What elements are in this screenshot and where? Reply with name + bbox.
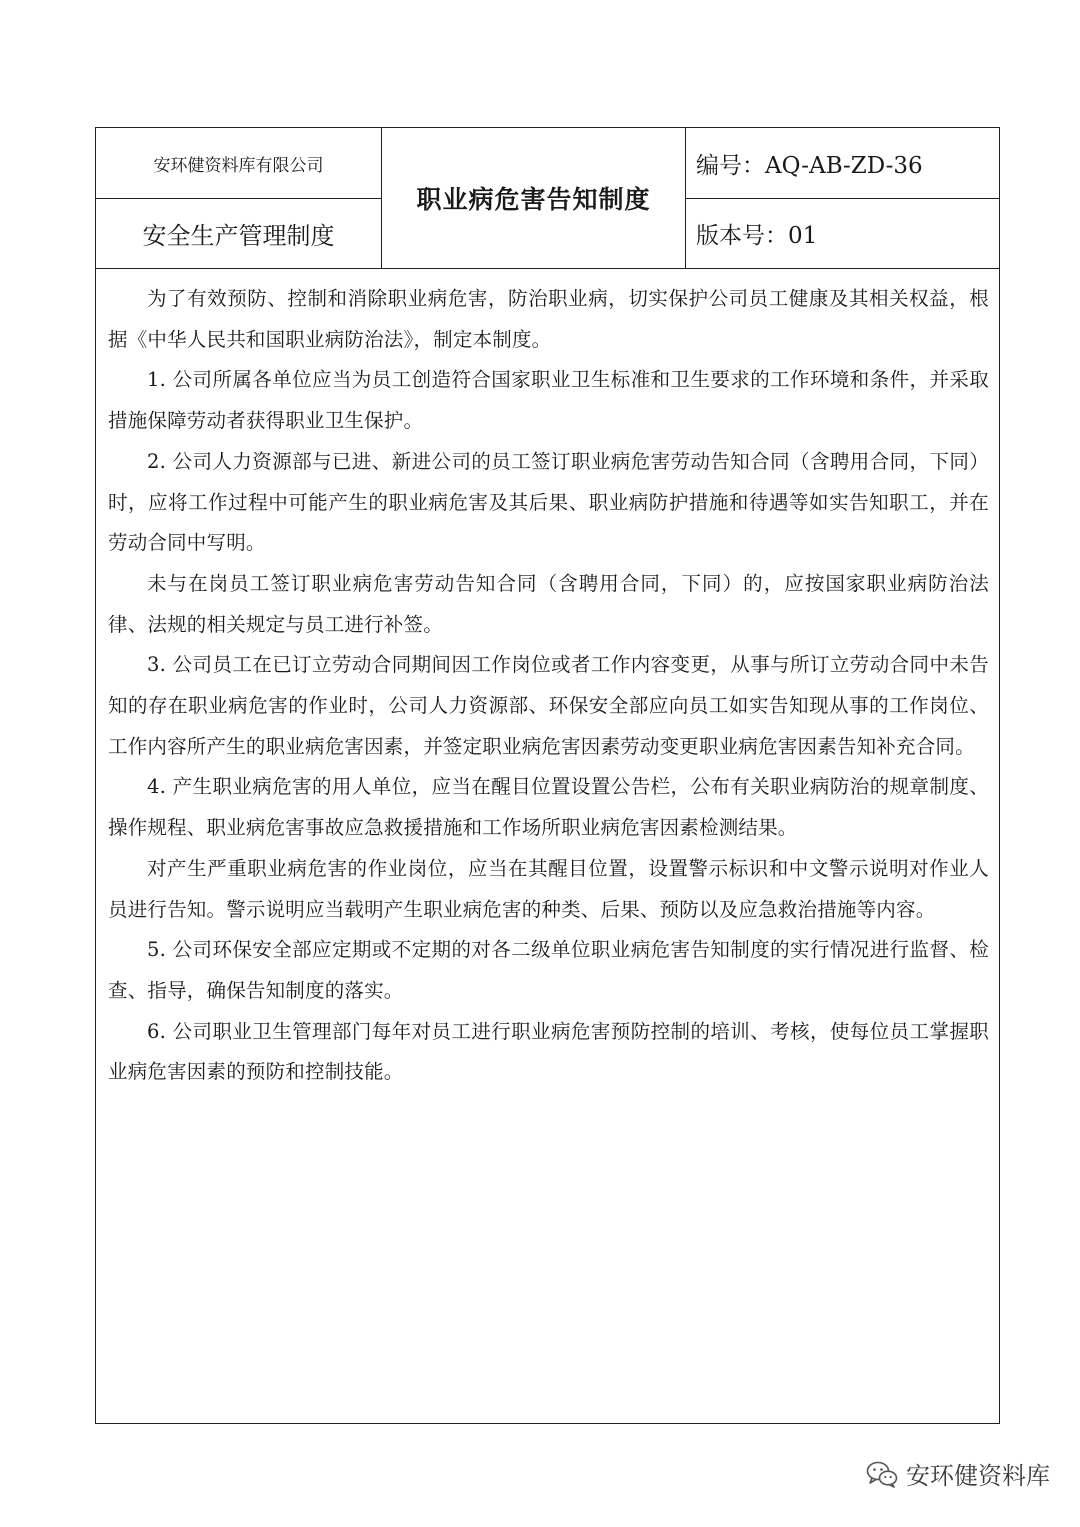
paragraph-item-2-supplement: 未与在岗员工签订职业病危害劳动告知合同（含聘用合同，下同）的，应按国家职业病防治法律、法规的相关规定与员工进行补签。 — [108, 571, 989, 636]
paragraph-item-2: 2. 公司人力资源部与已进、新进公司的员工签订职业病危害劳动告知合同（含聘用合同，下同）时，应将工作过程中可能产生的职业病危害及其后果、职业病防护措施和待遇等如实告知职工，并在劳动合同中写明。 — [108, 449, 989, 555]
paragraph-item-6: 6. 公司职业卫生管理部门每年对员工进行职业病危害预防控制的培训、考核，使每位员工掌握职业病危害因素的预防和控制技能。 — [108, 1019, 989, 1084]
document-category: 安全生产管理制度 — [96, 199, 382, 268]
paragraph-item-4-supplement: 对产生严重职业病危害的作业岗位，应当在其醒目位置，设置警示标识和中文警示说明对作业人员进行告知。警示说明应当载明产生职业病危害的种类、后果、预防以及应急救治措施等内容。 — [108, 856, 989, 921]
company-name: 安环健资料库有限公司 — [96, 128, 382, 199]
document-sheet — [95, 127, 1000, 1424]
paragraph-item-1: 1. 公司所属各单位应当为员工创造符合国家职业卫生标准和卫生要求的工作环境和条件，并采取措施保障劳动者获得职业卫生保护。 — [108, 368, 989, 433]
paragraph-intro: 为了有效预防、控制和消除职业病危害，防治职业病，切实保护公司员工健康及其相关权益，根据《中华人民共和国职业病防治法》，制定本制度。 — [108, 287, 989, 351]
paragraph-item-5: 5. 公司环保安全部应定期或不定期的对各二级单位职业病危害告知制度的实行情况进行监督、检查、指导，确保告知制度的落实。 — [108, 938, 989, 1002]
document-title: 职业病危害告知制度 — [382, 128, 686, 268]
paragraph-item-4: 4. 产生职业病危害的用人单位，应当在醒目位置设置公告栏，公布有关职业病防治的规章制度、操作规程、职业病危害事故应急救援措施和工作场所职业病危害因素检测结果。 — [108, 775, 989, 840]
paragraph-item-3: 3. 公司员工在已订立劳动合同期间因工作岗位或者工作内容变更，从事与所订立劳动合同中未告知的存在职业病危害的作业时，公司人力资源部、环保安全部应向员工如实告知现从事的工作岗位、工作内容所产生的职业病危害因素，并签定职业病危害因素劳动变更职业病危害因素告知补充合同。 — [108, 653, 989, 758]
document-header-table — [96, 128, 999, 269]
wechat-icon — [866, 1460, 898, 1488]
watermark-text: 安环健资料库 — [906, 1462, 1050, 1490]
document-body — [96, 269, 999, 1093]
watermark — [866, 1456, 1050, 1491]
document-version: 版本号：01 — [696, 223, 818, 249]
document-code: 编号：AQ-AB-ZD-36 — [686, 128, 999, 199]
